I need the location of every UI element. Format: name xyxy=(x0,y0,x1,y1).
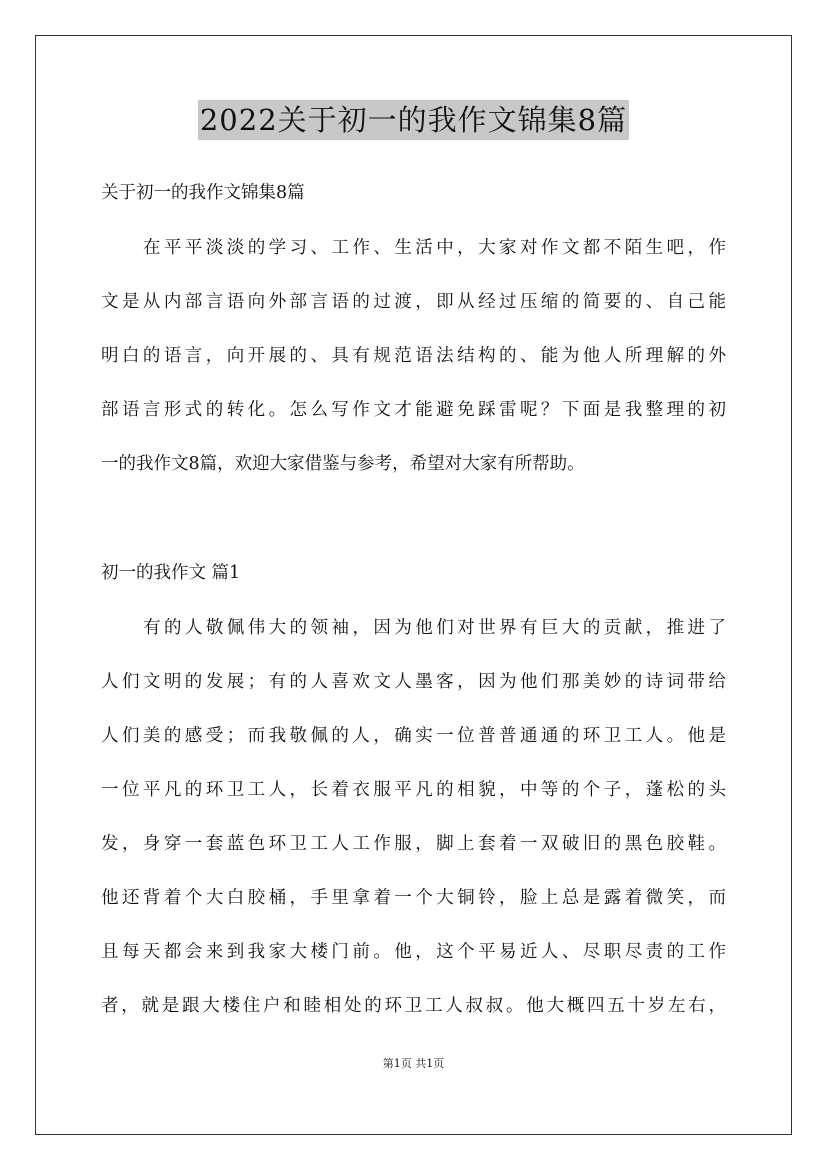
document-title-block xyxy=(0,100,827,140)
section-line: 人们美的感受；而我敬佩的人，确实一位普普通通的环卫工人。他是 xyxy=(101,726,726,746)
section-heading: 初一的我作文 篇1 xyxy=(101,563,241,583)
document-title: 2022关于初一的我作文锦集8篇 xyxy=(198,100,629,140)
intro-line: 明白的语言，向开展的、具有规范语法结构的、能为他人所理解的外 xyxy=(101,346,726,366)
section-line: 人们文明的发展；有的人喜欢文人墨客，因为他们那美妙的诗词带给 xyxy=(101,672,726,692)
section-line: 有的人敬佩伟大的领袖，因为他们对世界有巨大的贡献，推进了 xyxy=(143,618,726,638)
section-line: 者，就是跟大楼住户和睦相处的环卫工人叔叔。他大概四五十岁左右， xyxy=(101,996,726,1016)
section-line: 他还背着个大白胶桶，手里拿着一个大铜铃，脸上总是露着微笑，而 xyxy=(101,888,726,908)
page-footer: 第1页 共1页 xyxy=(382,1057,445,1070)
section-line: 一位平凡的环卫工人，长着衣服平凡的相貌，中等的个子，蓬松的头 xyxy=(101,780,726,800)
intro-line: 文是从内部言语向外部言语的过渡，即从经过压缩的简要的、自己能 xyxy=(101,292,726,312)
intro-line: 部语言形式的转化。怎么写作文才能避免踩雷呢？下面是我整理的初 xyxy=(101,400,726,420)
document-subtitle: 关于初一的我作文锦集8篇 xyxy=(101,183,305,203)
intro-line: 在平平淡淡的学习、工作、生活中，大家对作文都不陌生吧，作 xyxy=(143,238,726,258)
section-line: 且每天都会来到我家大楼门前。他，这个平易近人、尽职尽责的工作 xyxy=(101,942,726,962)
intro-line: 一的我作文8篇，欢迎大家借鉴与参考，希望对大家有所帮助。 xyxy=(101,454,585,474)
section-line: 发，身穿一套蓝色环卫工人工作服，脚上套着一双破旧的黑色胶鞋。 xyxy=(101,834,726,854)
